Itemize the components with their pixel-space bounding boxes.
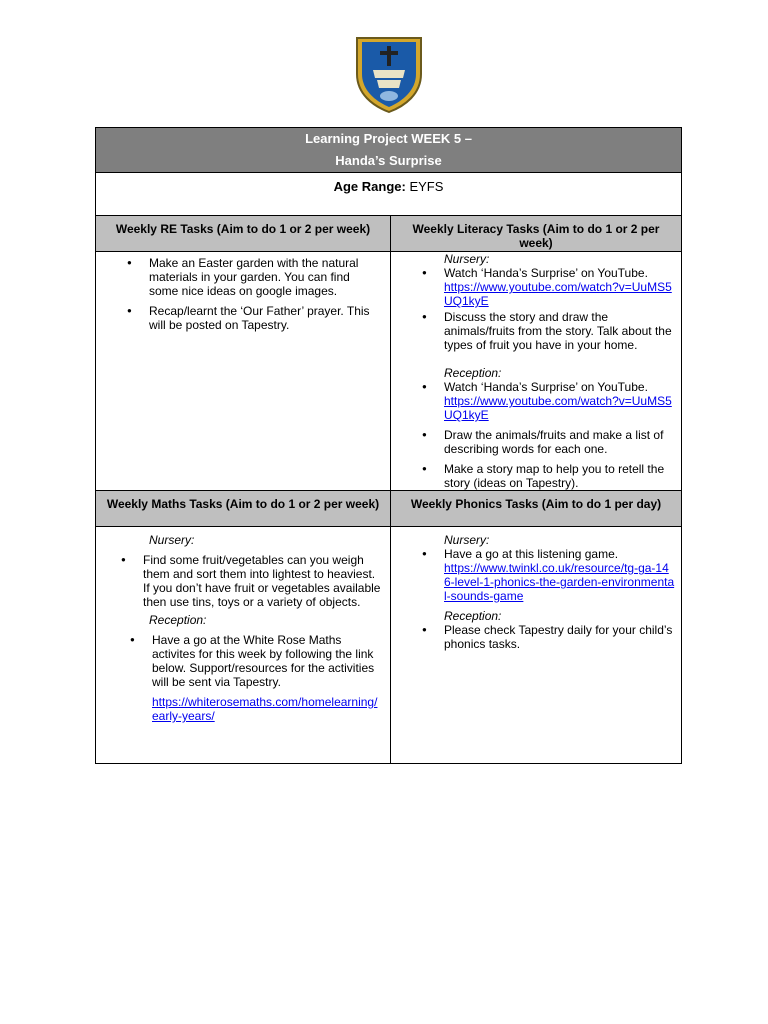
project-title: Learning Project WEEK 5 – [305, 131, 472, 146]
re-tasks-cell [96, 252, 391, 491]
learning-project-table [95, 127, 682, 764]
maths-nursery-item: ● Find some fruit/vegetables can you weigh them and sort them into lightest to heaviest. If you don’t have fruit or vegetables available then use tins, toys or a variety of objects. [143, 553, 382, 609]
re-task-item: ● Make an Easter garden with the natural materials in your garden. You can find some nice ideas on google images. [149, 256, 382, 298]
literacy-reception-item: ● Watch ‘Handa’s Surprise’ on YouTube. https://www.youtube.com/watch?v=UuMS5UQ1kyE [444, 380, 675, 422]
age-range-row [96, 173, 682, 216]
literacy-nursery-youtube-link[interactable]: https://www.youtube.com/watch?v=UuMS5UQ1kyE [444, 280, 672, 308]
literacy-reception-item: ● Make a story map to help you to retell the story (ideas on Tapestry). [444, 462, 675, 490]
white-rose-maths-link[interactable]: https://whiterosemaths.com/homelearning/early-years/ [152, 695, 378, 723]
re-task-item: ● Recap/learnt the ‘Our Father’ prayer. This will be posted on Tapestry. [149, 304, 382, 332]
literacy-nursery-label: Nursery: [444, 252, 490, 266]
maths-tasks-heading: Weekly Maths Tasks (Aim to do 1 or 2 per week) [96, 491, 391, 527]
re-tasks-heading: Weekly RE Tasks (Aim to do 1 or 2 per week) [96, 216, 391, 252]
maths-reception-label: Reception: [149, 613, 207, 627]
maths-tasks-cell [96, 527, 391, 764]
phonics-reception-item: ● Please check Tapestry daily for your child’s phonics tasks. [444, 623, 675, 651]
phonics-tasks-heading: Weekly Phonics Tasks (Aim to do 1 per day) [391, 491, 682, 527]
literacy-nursery-item: ● Watch ‘Handa’s Surprise’ on YouTube. https://www.youtube.com/watch?v=UuMS5UQ1kyE [444, 266, 675, 308]
maths-reception-item: ● Have a go at the White Rose Maths activites for this week by following the link below. Support/resources for the activities will be sent via Tapestry. [152, 633, 382, 689]
literacy-reception-youtube-link[interactable]: https://www.youtube.com/watch?v=UuMS5UQ1kyE [444, 394, 672, 422]
phonics-nursery-item: ● Have a go at this listening game. https://www.twinkl.co.uk/resource/tg-ga-146-level-1-phonics-the-garden-environmental-sounds-game [444, 547, 675, 603]
literacy-tasks-heading: Weekly Literacy Tasks (Aim to do 1 or 2 per week) [391, 216, 682, 252]
school-crest-logo [347, 30, 431, 114]
project-subtitle: Handa’s Surprise [335, 153, 442, 168]
re-task-list [96, 252, 390, 332]
phonics-nursery-label: Nursery: [444, 533, 490, 547]
project-title-banner [96, 128, 682, 173]
literacy-tasks-cell [391, 252, 682, 491]
age-range-value: EYFS [405, 179, 444, 194]
literacy-reception-item: ● Draw the animals/fruits and make a list of describing words for each one. [444, 428, 675, 456]
literacy-reception-label: Reception: [444, 366, 502, 380]
age-range-label: Age Range: [333, 179, 406, 194]
phonics-tasks-cell [391, 527, 682, 764]
twinkl-listening-game-link[interactable]: https://www.twinkl.co.uk/resource/tg-ga-146-level-1-phonics-the-garden-environmental-sounds-game [444, 561, 675, 603]
literacy-nursery-item: ● Discuss the story and draw the animals/fruits from the story. Talk about the types of fruit you have in your home. [444, 310, 675, 352]
maths-nursery-label: Nursery: [149, 533, 195, 547]
phonics-reception-label: Reception: [444, 609, 502, 623]
